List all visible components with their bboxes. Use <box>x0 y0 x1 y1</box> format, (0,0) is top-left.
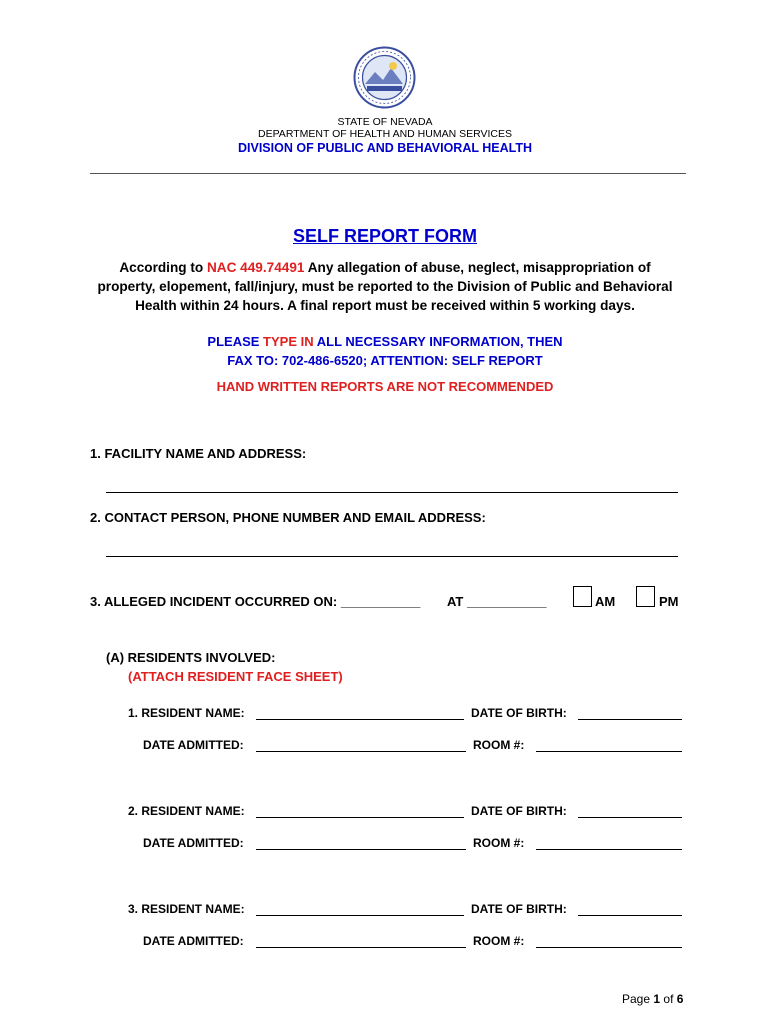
resident-1-room-line[interactable] <box>536 751 682 752</box>
instr-type-in: TYPE IN <box>263 334 314 349</box>
resident-3-room-line[interactable] <box>536 947 682 948</box>
resident-1-dob-label: DATE OF BIRTH: <box>471 706 567 720</box>
resident-1-admitted-line[interactable] <box>256 751 466 752</box>
intro-line-3: Health within 24 hours. A final report must be received within 5 working days. <box>135 298 635 313</box>
pm-label: PM <box>659 594 679 609</box>
intro-line-2: property, elopement, fall/injury, must be reported to the Division of Public and Behavioral <box>97 279 673 294</box>
face-sheet-note: (ATTACH RESIDENT FACE SHEET) <box>128 669 343 684</box>
resident-1-name-label: 1. RESIDENT NAME: <box>128 706 245 720</box>
state-seal-logo <box>353 46 416 109</box>
pm-checkbox[interactable] <box>636 586 655 607</box>
incident-time-label: AT ___________ <box>447 594 547 609</box>
fax-instructions: FAX TO: 702-486-6520; ATTENTION: SELF REPORT <box>227 353 543 368</box>
page-current: 1 <box>653 992 661 1006</box>
header-department: DEPARTMENT OF HEALTH AND HUMAN SERVICES <box>258 128 512 140</box>
contact-label: 2. CONTACT PERSON, PHONE NUMBER AND EMAIL ADDRESS: <box>90 510 486 525</box>
intro-line1-rest: Any allegation of abuse, neglect, misappropriation of <box>307 260 651 275</box>
of-word: of <box>663 992 674 1006</box>
residents-heading: (A) RESIDENTS INVOLVED: <box>106 650 276 665</box>
facility-label: 1. FACILITY NAME AND ADDRESS: <box>90 446 307 461</box>
instr-please: PLEASE <box>207 334 260 349</box>
resident-2-dob-label: DATE OF BIRTH: <box>471 804 567 818</box>
resident-2-room-label: ROOM #: <box>473 836 525 850</box>
resident-2-admitted-label: DATE ADMITTED: <box>143 836 244 850</box>
resident-1-dob-line[interactable] <box>578 719 682 720</box>
nac-reference: NAC 449.74491 <box>206 260 305 275</box>
am-label: AM <box>595 594 616 609</box>
intro-prefix: According to <box>119 260 204 275</box>
page-total: 6 <box>676 992 684 1006</box>
header-division: DIVISION OF PUBLIC AND BEHAVIORAL HEALTH <box>238 141 532 155</box>
resident-1-room-label: ROOM #: <box>473 738 525 752</box>
facility-input-line[interactable] <box>106 492 678 493</box>
header-state: STATE OF NEVADA <box>337 116 433 128</box>
contact-input-line[interactable] <box>106 556 678 557</box>
resident-2-name-label: 2. RESIDENT NAME: <box>128 804 245 818</box>
resident-1-name-line[interactable] <box>256 719 464 720</box>
header-divider <box>90 173 686 174</box>
resident-3-dob-label: DATE OF BIRTH: <box>471 902 567 916</box>
intro-paragraph <box>88 258 682 315</box>
incident-date-label: 3. ALLEGED INCIDENT OCCURRED ON: ___________ <box>90 594 421 609</box>
am-checkbox[interactable] <box>573 586 592 607</box>
resident-1-admitted-label: DATE ADMITTED: <box>143 738 244 752</box>
handwritten-warning: HAND WRITTEN REPORTS ARE NOT RECOMMENDED <box>216 379 554 394</box>
resident-2-name-line[interactable] <box>256 817 464 818</box>
resident-3-name-label: 3. RESIDENT NAME: <box>128 902 245 916</box>
resident-3-admitted-line[interactable] <box>256 947 466 948</box>
instructions-line-1 <box>0 334 770 349</box>
resident-3-dob-line[interactable] <box>578 915 682 916</box>
page-number <box>622 992 683 1006</box>
resident-3-admitted-label: DATE ADMITTED: <box>143 934 244 948</box>
resident-3-room-label: ROOM #: <box>473 934 525 948</box>
resident-2-room-line[interactable] <box>536 849 682 850</box>
intro-line-1 <box>88 258 682 277</box>
resident-3-name-line[interactable] <box>256 915 464 916</box>
instr-rest: ALL NECESSARY INFORMATION, THEN <box>316 334 563 349</box>
form-title: SELF REPORT FORM <box>293 226 477 246</box>
page-word: Page <box>622 992 651 1006</box>
resident-2-dob-line[interactable] <box>578 817 682 818</box>
resident-2-admitted-line[interactable] <box>256 849 466 850</box>
